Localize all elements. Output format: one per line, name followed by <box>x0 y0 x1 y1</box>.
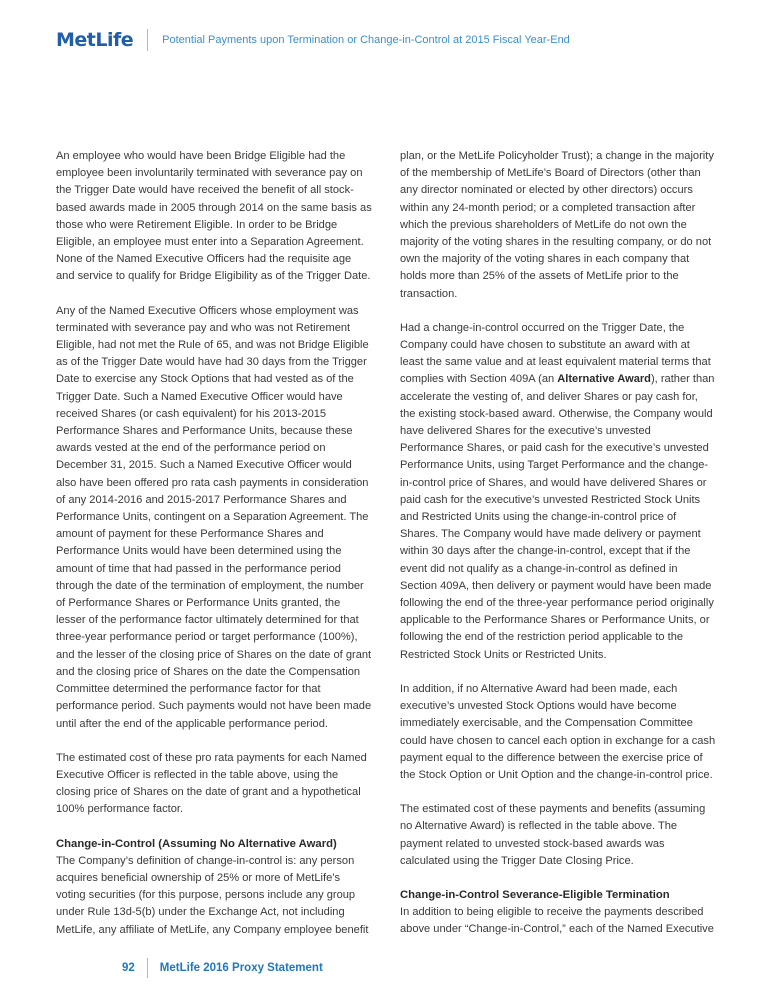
paragraph-cic-definition: The Company’s definition of change-in-control is: any person acquires beneficial ownership of 25% or more of MetLife’s voting securities (for this purpose, persons include any group under Rule 13d-5(b) under the Exchange Act, not including MetLife, any affiliate of MetLife, any Company employee benefit <box>56 854 369 936</box>
alt-award-term: Alternative Award <box>557 373 651 386</box>
paragraph-bridge-eligible: An employee who would have been Bridge Eligible had the employee been involuntarily terminated with severance pay on the Trigger Date would have received the benefit of all stock-based awards made in 2005 through 2014 on the same basis as those who were Retirement Eligible. In order to be Bridge Eligible, an employee must enter into a Separation Agreement. None of the Named Executive Officers had the requisite age and service to qualify for Bridge Eligibility as of the Trigger Date. <box>56 150 372 283</box>
paragraph-alternative-award <box>400 320 716 664</box>
header-divider <box>147 29 148 51</box>
paragraph-estimated-cost-cic: The estimated cost of these payments and benefits (assuming no Alternative Award) is reflected in the table above. The payment related to unvested stock-based awards was calculated using the Trigger Date Closing Price. <box>400 803 706 867</box>
left-column <box>56 148 372 956</box>
paragraph-severance-options: Any of the Named Executive Officers whose employment was terminated with severance pay and who was not Retirement Eligible, had not met the Rule of 65, and was not Bridge Eligible as of the Trigger Date would have had 30 days from the Trigger Date to exercise any Stock Options that had vested as of the Trigger Date. Such a Named Executive Officer would have received Shares (or cash equivalent) for his 2013-2015 Performance Shares and Performance Units, because these awards vested at the end of the performance period on December 31, 2015. Such a Named Executive Officer would also have been offered pro rata cash payments in consideration of any 2014-2016 and 2015-2017 Performance Shares and Performance Units, contingent on a Separation Agreement. The amount of payment for these Performance Shares and Performance Units would have been determined using the amount of time that had passed in the performance period through the date of the termination of employment, the number of Performance Shares or Performance Units granted, the lesser of the performance factor ultimately determined for that three-year performance period or target performance (100%), and the lesser of the closing price of Shares on the date of grant and the closing price of Shares on the date the Compensation Committee determined the performance factor for that performance period. Such payments would not have been made until after the end of the applicable performance period. <box>56 304 372 730</box>
alt-award-text-b: ), rather than accelerate the vesting of, and deliver Shares or pay cash for, the existing stock-based award. Otherwise, the Company would have delivered Shares for the executive’s unvested Performance Shares, or paid cash for the executive’s unvested Performance Units, using Target Performance and the change-in-control price of Shares, and would have delivered Shares or paid cash for the executive’s unvested Restricted Stock Units and Restricted Units using the change-in-control price of Shares. The Company would have made delivery or payment within 30 days after the change-in-control, except that if the event did not qualify as a change-in-control as defined in Section 409A, then delivery or payment would have been made following the end of the three-year performance period originally applicable to the Performance Shares or Performance Units, or following the end of the restriction period applicable to the Restricted Stock Units or Restricted Units. <box>400 373 715 661</box>
paragraph-stock-options: In addition, if no Alternative Award had been made, each executive’s unvested Stock Options would have become immediately exercisable, and the Compensation Committee could have chosen to cancel each option in exchange for a cash payment equal to the difference between the exercise price of the Stock Option or Unit Option and the change-in-control price. <box>400 682 716 781</box>
publication-title: MetLife 2016 Proxy Statement <box>159 962 323 974</box>
alt-award-text-a: Had a change-in-control occurred on the Trigger Date, the Company could have chosen to substitute an award with at least the same value and at least equivalent material terms that complies with Section 409A (an <box>400 321 711 386</box>
heading-cic-severance: Change-in-Control Severance-Eligible Termination <box>400 888 670 901</box>
paragraph-cic-severance: In addition to being eligible to receive the payments described above under “Change-in-Control,” each of the Named Executive <box>400 906 714 936</box>
paragraph-estimated-cost: The estimated cost of these pro rata payments for each Named Executive Officer is reflected in the table above, using the closing price of Shares on the date of grant and a hypothetical 100% performance factor. <box>56 751 367 816</box>
paragraph-cic-definition-cont: plan, or the MetLife Policyholder Trust); a change in the majority of the membership of MetLife’s Board of Directors (other than any director nominated or elected by other directors) occurs within any 24-month period; or a completed transaction after which the previous shareholders of MetLife do not own the majority of the voting shares in the resulting company, or do not own the majority of the voting shares in each company that holds more than 25% of the assets of MetLife prior to the transaction. <box>400 150 714 300</box>
section-title: Potential Payments upon Termination or Change-in-Control at 2015 Fiscal Year-End <box>162 34 570 46</box>
metlife-logo: MetLife <box>56 29 134 51</box>
page-number: 92 <box>122 962 135 974</box>
page-header <box>56 28 570 52</box>
footer-divider <box>147 958 148 978</box>
right-column <box>400 148 716 956</box>
page-footer <box>122 958 323 978</box>
heading-change-in-control: Change-in-Control (Assuming No Alternative Award) <box>56 837 337 850</box>
